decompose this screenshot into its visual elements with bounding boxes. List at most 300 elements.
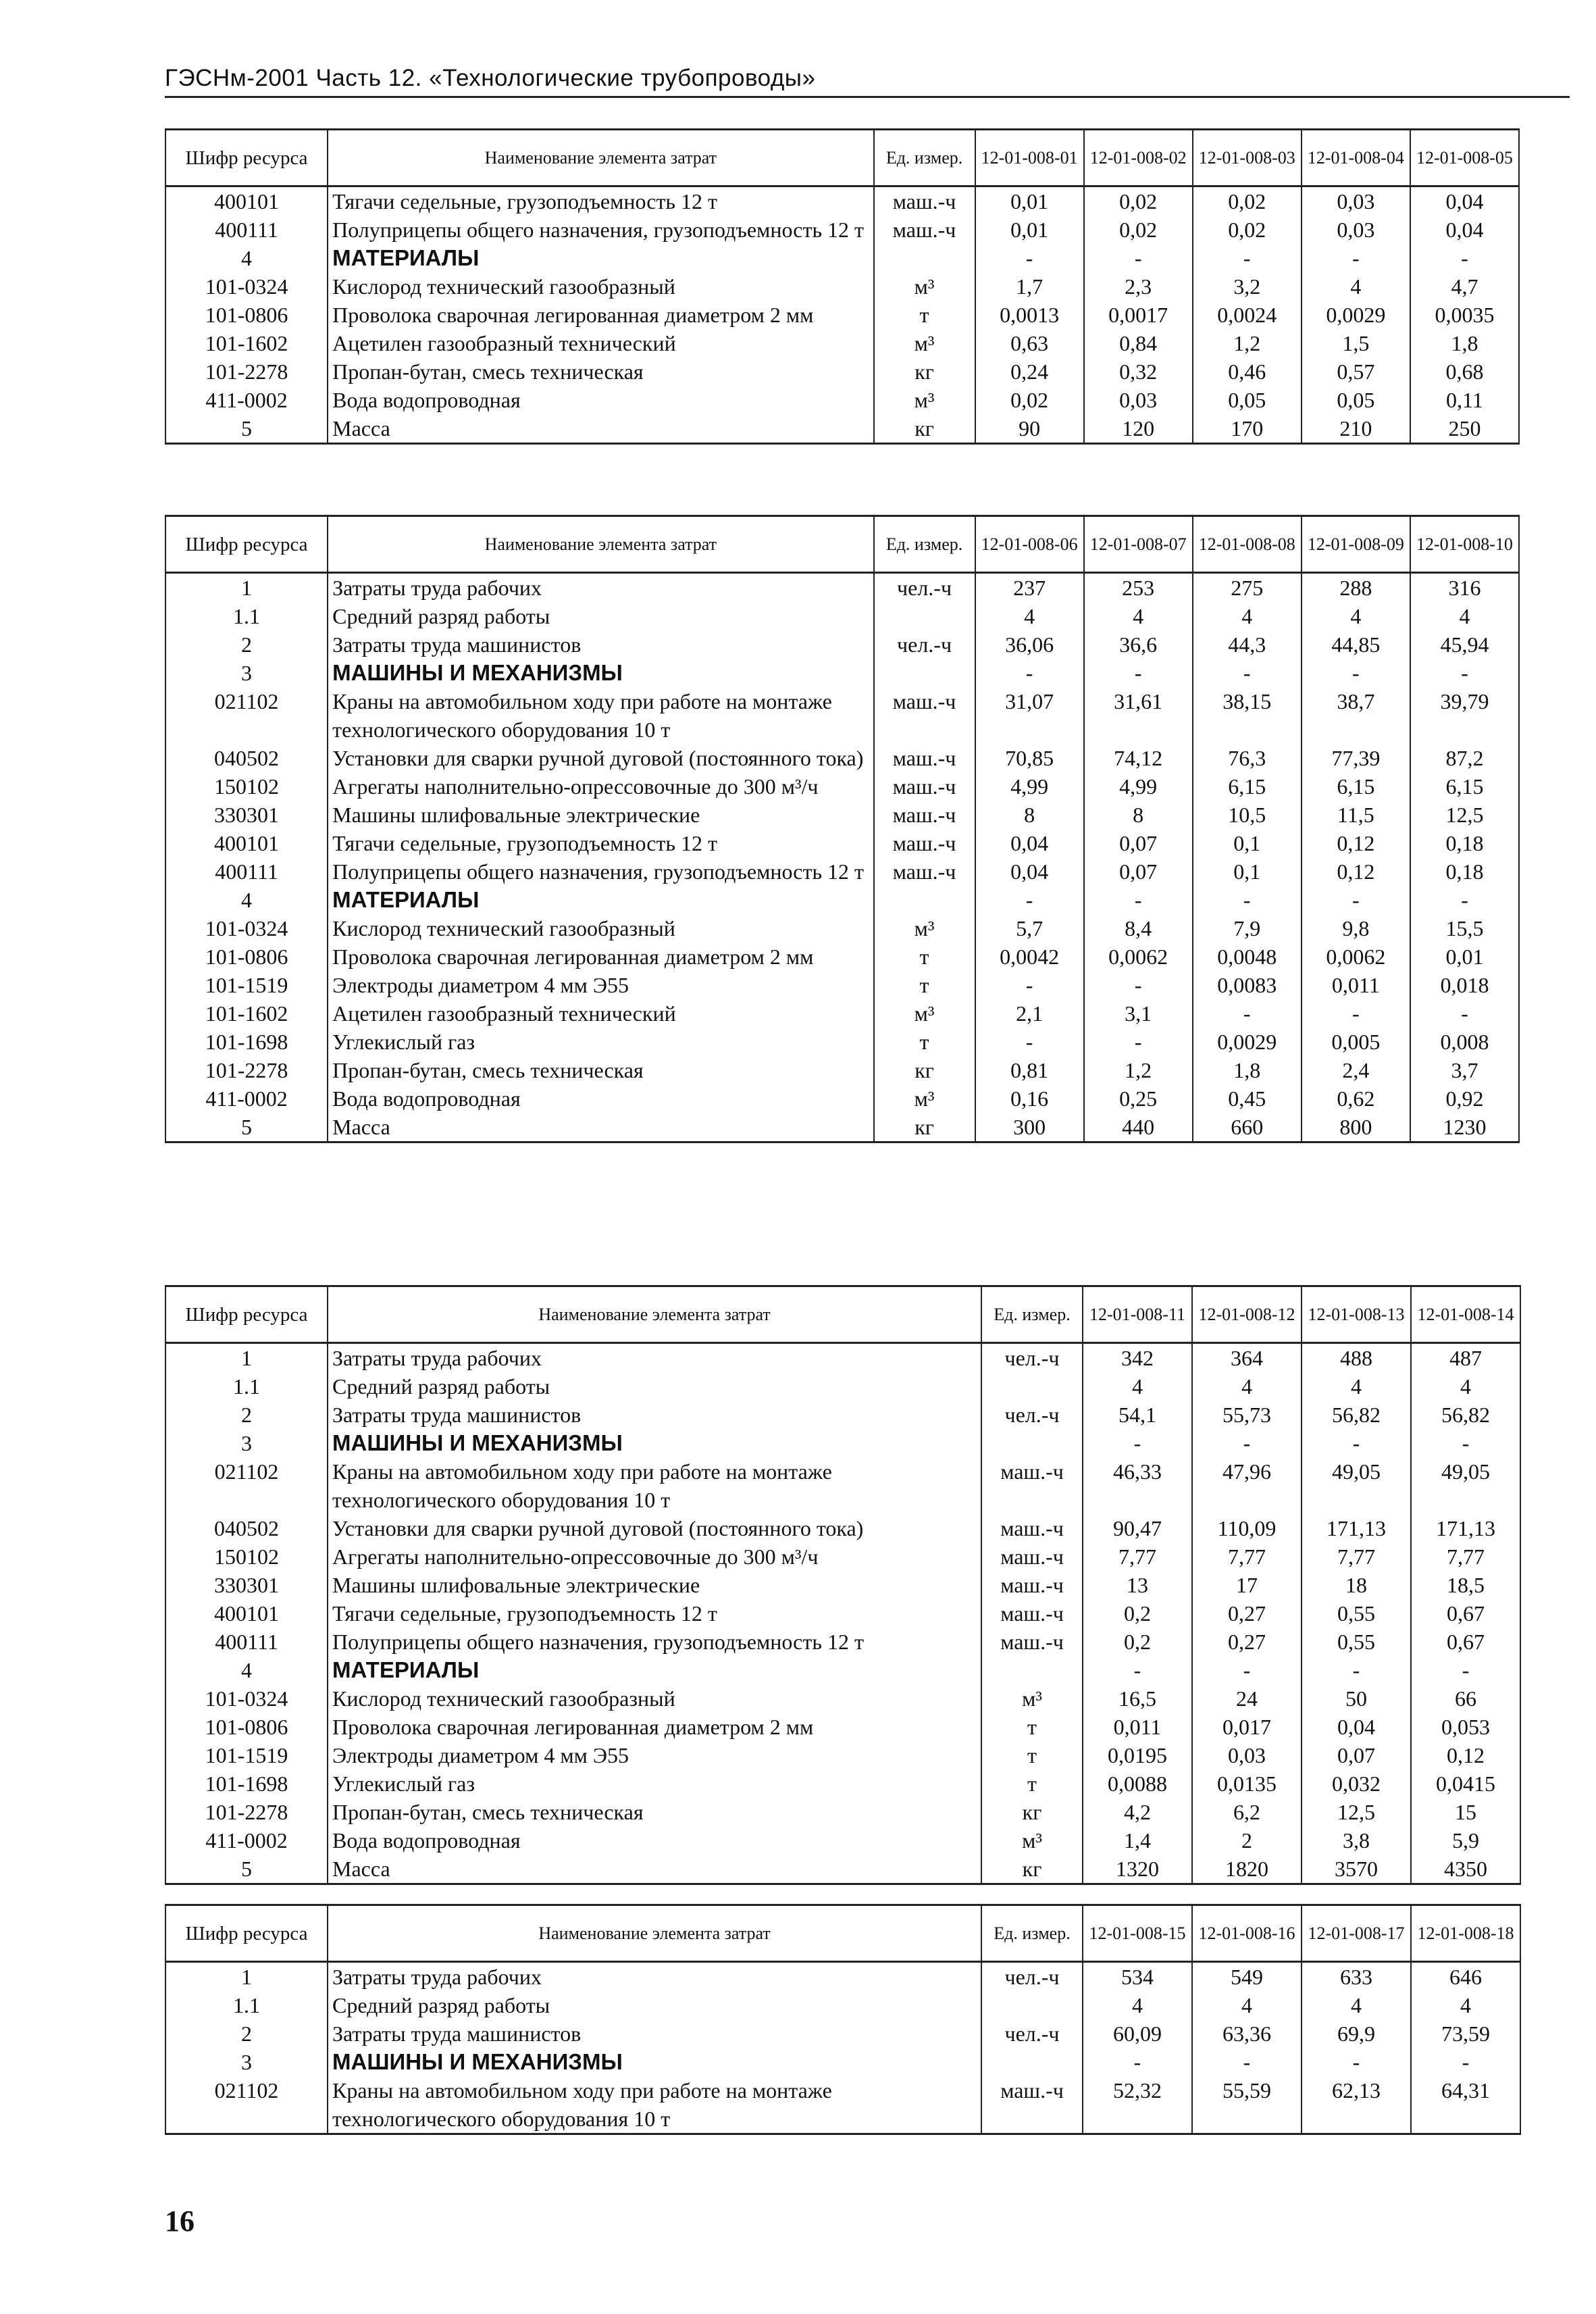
table-row	[165, 1656, 1520, 1684]
value-cell: -	[1302, 1656, 1411, 1684]
cost-element-name: Вода водопроводная	[328, 386, 873, 414]
value-cell: 62,13	[1302, 2076, 1411, 2134]
cost-element-name: Средний разряд работы	[328, 1372, 981, 1401]
resource-code: 101-1698	[165, 1769, 328, 1798]
value-cell: 0,12	[1302, 857, 1410, 886]
resource-code: 411-0002	[165, 1826, 328, 1855]
value-cell: 0,67	[1411, 1628, 1520, 1656]
value-cell: 4	[1083, 1991, 1192, 2019]
resource-code: 101-1519	[165, 1741, 328, 1769]
resource-code: 400111	[165, 216, 328, 244]
header-norm-code: 12-01-008-03	[1193, 130, 1302, 186]
value-cell: 74,12	[1084, 744, 1193, 772]
value-cell: -	[975, 244, 1084, 272]
value-cell: 0,02	[975, 386, 1084, 414]
resource-code: 1.1	[165, 602, 328, 630]
cost-element-name: МАТЕРИАЛЫ	[328, 886, 873, 914]
table-row	[165, 1769, 1520, 1798]
cost-element-name: Масса	[328, 1113, 873, 1142]
cost-element-name: Агрегаты наполнительно-опрессовочные до 300 м³/ч	[328, 1542, 981, 1571]
value-cell: 47,96	[1192, 1457, 1302, 1514]
value-cell: 12,5	[1302, 1798, 1411, 1826]
value-cell: 488	[1302, 1343, 1411, 1373]
value-cell: 38,15	[1193, 687, 1302, 744]
value-cell: 0,032	[1302, 1769, 1411, 1798]
value-cell: 0,1	[1193, 829, 1302, 857]
resource-code: 400111	[165, 857, 328, 886]
value-cell: 4	[1192, 1991, 1302, 2019]
value-cell: 0,27	[1192, 1628, 1302, 1656]
resource-code: 2	[165, 2019, 328, 2048]
resource-code: 040502	[165, 1514, 328, 1542]
cost-element-name: Проволока сварочная легированная диаметром 2 мм	[328, 1713, 981, 1741]
cost-element-name: Машины шлифовальные электрические	[328, 1571, 981, 1599]
cost-element-name: Масса	[328, 414, 873, 444]
value-cell: 5,7	[975, 914, 1084, 942]
value-cell: 4	[1302, 602, 1410, 630]
value-cell: 171,13	[1302, 1514, 1411, 1542]
resource-code: 101-0324	[165, 914, 328, 942]
value-cell: 4	[1193, 602, 1302, 630]
cost-element-name: Агрегаты наполнительно-опрессовочные до 300 м³/ч	[328, 772, 873, 801]
table-row	[165, 744, 1519, 772]
table-row	[165, 2048, 1520, 2076]
value-cell: 31,07	[975, 687, 1084, 744]
value-cell: 4	[1411, 1372, 1520, 1401]
value-cell: 90,47	[1083, 1514, 1192, 1542]
norms-table-1	[165, 128, 1520, 445]
header-norm-code: 12-01-008-08	[1193, 516, 1302, 573]
cost-element-name: Полуприцепы общего назначения, грузоподъемность 12 т	[328, 857, 873, 886]
table-row	[165, 829, 1519, 857]
table-row	[165, 942, 1519, 971]
table-row	[165, 1372, 1520, 1401]
value-cell: 0,04	[1410, 186, 1519, 216]
value-cell: 6,15	[1410, 772, 1519, 801]
cost-element-name: МАТЕРИАЛЫ	[328, 244, 873, 272]
value-cell: 8,4	[1084, 914, 1193, 942]
cost-element-name: Кислород технический газообразный	[328, 914, 873, 942]
table-row	[165, 1798, 1520, 1826]
page-header: ГЭСНм-2001 Часть 12. «Технологические трубопроводы»	[165, 65, 1570, 98]
value-cell: 0,01	[975, 186, 1084, 216]
value-cell: -	[1084, 886, 1193, 914]
unit-cell: чел.-ч	[981, 1343, 1083, 1373]
unit-cell	[981, 2048, 1083, 2076]
value-cell: 342	[1083, 1343, 1192, 1373]
table-row	[165, 886, 1519, 914]
resource-code: 040502	[165, 744, 328, 772]
value-cell: 13	[1083, 1571, 1192, 1599]
value-cell: 0,1	[1193, 857, 1302, 886]
table-header-row	[165, 1286, 1520, 1343]
cost-element-name: Краны на автомобильном ходу при работе на монтаже технологического оборудования 10 т	[328, 1457, 981, 1514]
value-cell: 8	[975, 801, 1084, 829]
value-cell: 7,77	[1411, 1542, 1520, 1571]
value-cell: 4	[1302, 1991, 1411, 2019]
value-cell: 288	[1302, 573, 1410, 603]
resource-code: 400111	[165, 1628, 328, 1656]
value-cell: 0,12	[1302, 829, 1410, 857]
value-cell: 7,77	[1192, 1542, 1302, 1571]
resource-code: 4	[165, 1656, 328, 1684]
resource-code: 101-2278	[165, 1798, 328, 1826]
value-cell: 0,0062	[1084, 942, 1193, 971]
value-cell: 0,55	[1302, 1599, 1411, 1628]
header-norm-code: 12-01-008-09	[1302, 516, 1410, 573]
resource-code: 101-0324	[165, 272, 328, 301]
value-cell: 0,16	[975, 1084, 1084, 1113]
cost-element-name: Затраты труда машинистов	[328, 1401, 981, 1429]
value-cell: 49,05	[1302, 1457, 1411, 1514]
value-cell: -	[1410, 886, 1519, 914]
value-cell: 0,01	[1410, 942, 1519, 971]
unit-cell: м³	[874, 1084, 975, 1113]
cost-element-name: Затраты труда рабочих	[328, 573, 873, 603]
value-cell: 52,32	[1083, 2076, 1192, 2134]
value-cell: 44,3	[1193, 630, 1302, 659]
value-cell: 316	[1410, 573, 1519, 603]
page-number: 16	[165, 2205, 195, 2238]
unit-cell: маш.-ч	[874, 744, 975, 772]
value-cell: 3,1	[1084, 999, 1193, 1028]
cost-element-name: МАШИНЫ И МЕХАНИЗМЫ	[328, 659, 873, 687]
value-cell: 54,1	[1083, 1401, 1192, 1429]
table-row	[165, 1401, 1520, 1429]
header-norm-code: 12-01-008-18	[1411, 1905, 1520, 1962]
table-row	[165, 914, 1519, 942]
value-cell: 7,77	[1083, 1542, 1192, 1571]
unit-cell: чел.-ч	[981, 1401, 1083, 1429]
table-row	[165, 687, 1519, 744]
resource-code: 101-1519	[165, 971, 328, 999]
cost-element-name: Машины шлифовальные электрические	[328, 801, 873, 829]
value-cell: 24	[1192, 1684, 1302, 1713]
value-cell: 1,2	[1084, 1056, 1193, 1084]
resource-code: 400101	[165, 1599, 328, 1628]
value-cell: 39,79	[1410, 687, 1519, 744]
value-cell: 63,36	[1192, 2019, 1302, 2048]
resource-code: 2	[165, 630, 328, 659]
value-cell: 800	[1302, 1113, 1410, 1142]
header-name: Наименование элемента затрат	[328, 130, 873, 186]
unit-cell: маш.-ч	[874, 801, 975, 829]
table-row	[165, 186, 1519, 216]
header-code: Шифр ресурса	[165, 1905, 328, 1962]
value-cell: 633	[1302, 1962, 1411, 1992]
unit-cell: т	[874, 1028, 975, 1056]
value-cell: 15,5	[1410, 914, 1519, 942]
value-cell: 16,5	[1083, 1684, 1192, 1713]
table-header-row	[165, 1905, 1520, 1962]
value-cell: 4	[1192, 1372, 1302, 1401]
value-cell: 0,005	[1302, 1028, 1410, 1056]
value-cell: 0,2	[1083, 1599, 1192, 1628]
table-row	[165, 1991, 1520, 2019]
value-cell: 364	[1192, 1343, 1302, 1373]
header-unit: Ед. измер.	[981, 1286, 1083, 1343]
table-row	[165, 1599, 1520, 1628]
table-row	[165, 329, 1519, 357]
value-cell: 36,06	[975, 630, 1084, 659]
value-cell: 237	[975, 573, 1084, 603]
value-cell: 0,0048	[1193, 942, 1302, 971]
resource-code: 3	[165, 2048, 328, 2076]
resource-code: 3	[165, 1429, 328, 1457]
value-cell: 253	[1084, 573, 1193, 603]
unit-cell: т	[981, 1769, 1083, 1798]
value-cell: 0,011	[1083, 1713, 1192, 1741]
value-cell: 4,2	[1083, 1798, 1192, 1826]
resource-code: 5	[165, 1113, 328, 1142]
cost-element-name: Электроды диаметром 4 мм Э55	[328, 1741, 981, 1769]
value-cell: 8	[1084, 801, 1193, 829]
unit-cell	[981, 1372, 1083, 1401]
table-row	[165, 1343, 1520, 1373]
value-cell: 49,05	[1411, 1457, 1520, 1514]
resource-code: 330301	[165, 1571, 328, 1599]
table-row	[165, 244, 1519, 272]
value-cell: 7,9	[1193, 914, 1302, 942]
value-cell: 0,02	[1084, 186, 1193, 216]
unit-cell	[874, 886, 975, 914]
header-code: Шифр ресурса	[165, 516, 328, 573]
table-row	[165, 659, 1519, 687]
value-cell: 0,84	[1084, 329, 1193, 357]
unit-cell: маш.-ч	[874, 772, 975, 801]
value-cell: 170	[1193, 414, 1302, 444]
value-cell: 0,07	[1302, 1741, 1411, 1769]
value-cell: 1,8	[1410, 329, 1519, 357]
value-cell: 0,011	[1302, 971, 1410, 999]
value-cell: 0,0013	[975, 301, 1084, 329]
value-cell: -	[1084, 971, 1193, 999]
cost-element-name: Средний разряд работы	[328, 1991, 981, 2019]
value-cell: 0,25	[1084, 1084, 1193, 1113]
value-cell: 18	[1302, 1571, 1411, 1599]
value-cell: -	[1193, 999, 1302, 1028]
value-cell: 4	[1084, 602, 1193, 630]
value-cell: 3,7	[1410, 1056, 1519, 1084]
table-row	[165, 1542, 1520, 1571]
resource-code: 101-0806	[165, 301, 328, 329]
cost-element-name: Проволока сварочная легированная диаметром 2 мм	[328, 301, 873, 329]
header-norm-code: 12-01-008-06	[975, 516, 1084, 573]
value-cell: 0,03	[1302, 186, 1410, 216]
value-cell: 0,0029	[1302, 301, 1410, 329]
cost-element-name: Затраты труда машинистов	[328, 2019, 981, 2048]
table-row	[165, 801, 1519, 829]
unit-cell: т	[874, 971, 975, 999]
resource-code: 5	[165, 414, 328, 444]
value-cell: 3570	[1302, 1855, 1411, 1884]
cost-element-name: Пропан-бутан, смесь техническая	[328, 357, 873, 386]
header-norm-code: 12-01-008-01	[975, 130, 1084, 186]
value-cell: 0,18	[1410, 829, 1519, 857]
table-row	[165, 414, 1519, 444]
value-cell: 1,5	[1302, 329, 1410, 357]
value-cell: 1820	[1192, 1855, 1302, 1884]
cost-element-name: Ацетилен газообразный технический	[328, 329, 873, 357]
unit-cell	[874, 244, 975, 272]
header-norm-code: 12-01-008-13	[1302, 1286, 1411, 1343]
value-cell: 0,03	[1192, 1741, 1302, 1769]
value-cell: 0,05	[1193, 386, 1302, 414]
value-cell: 0,46	[1193, 357, 1302, 386]
resource-code: 400101	[165, 829, 328, 857]
unit-cell: т	[874, 942, 975, 971]
value-cell: -	[1302, 1429, 1411, 1457]
cost-element-name: МАТЕРИАЛЫ	[328, 1656, 981, 1684]
value-cell: 0,04	[1302, 1713, 1411, 1741]
cost-element-name: Углекислый газ	[328, 1769, 981, 1798]
value-cell: 15	[1411, 1798, 1520, 1826]
header-norm-code: 12-01-008-04	[1302, 130, 1410, 186]
value-cell: -	[1193, 886, 1302, 914]
value-cell: 9,8	[1302, 914, 1410, 942]
header-norm-code: 12-01-008-15	[1083, 1905, 1192, 1962]
value-cell: 3,8	[1302, 1826, 1411, 1855]
unit-cell: маш.-ч	[874, 857, 975, 886]
value-cell: 0,27	[1192, 1599, 1302, 1628]
value-cell: 0,2	[1083, 1628, 1192, 1656]
unit-cell	[874, 602, 975, 630]
table-row	[165, 1684, 1520, 1713]
value-cell: 0,55	[1302, 1628, 1411, 1656]
resource-code: 021102	[165, 687, 328, 744]
resource-code: 1	[165, 573, 328, 603]
cost-element-name: Кислород технический газообразный	[328, 272, 873, 301]
table-row	[165, 1084, 1519, 1113]
value-cell: 36,6	[1084, 630, 1193, 659]
resource-code: 101-1602	[165, 329, 328, 357]
table-row	[165, 772, 1519, 801]
value-cell: -	[1302, 2048, 1411, 2076]
table-row	[165, 1429, 1520, 1457]
table-row	[165, 357, 1519, 386]
value-cell: 0,02	[1084, 216, 1193, 244]
value-cell: -	[975, 886, 1084, 914]
unit-cell: маш.-ч	[981, 2076, 1083, 2134]
value-cell: 2,4	[1302, 1056, 1410, 1084]
value-cell: 0,0024	[1193, 301, 1302, 329]
value-cell: 660	[1193, 1113, 1302, 1142]
value-cell: 0,0029	[1193, 1028, 1302, 1056]
value-cell: 646	[1411, 1962, 1520, 1992]
resource-code: 101-0806	[165, 1713, 328, 1741]
cost-element-name: Полуприцепы общего назначения, грузоподъемность 12 т	[328, 216, 873, 244]
value-cell: 0,03	[1084, 386, 1193, 414]
resource-code: 1.1	[165, 1991, 328, 2019]
cost-element-name: Установки для сварки ручной дуговой (постоянного тока)	[328, 1514, 981, 1542]
value-cell: 0,018	[1410, 971, 1519, 999]
value-cell: -	[1410, 244, 1519, 272]
value-cell: -	[1083, 1429, 1192, 1457]
value-cell: 0,32	[1084, 357, 1193, 386]
resource-code: 101-1602	[165, 999, 328, 1028]
value-cell: -	[1193, 659, 1302, 687]
value-cell: -	[1302, 999, 1410, 1028]
value-cell: 0,04	[975, 829, 1084, 857]
value-cell: 50	[1302, 1684, 1411, 1713]
norms-table-3	[165, 1285, 1521, 1885]
value-cell: 66	[1411, 1684, 1520, 1713]
header-unit: Ед. измер.	[874, 130, 975, 186]
resource-code: 411-0002	[165, 1084, 328, 1113]
unit-cell: маш.-ч	[981, 1542, 1083, 1571]
value-cell: 4350	[1411, 1855, 1520, 1884]
table-row	[165, 971, 1519, 999]
unit-cell: кг	[874, 1113, 975, 1142]
unit-cell: кг	[981, 1798, 1083, 1826]
unit-cell	[981, 1991, 1083, 2019]
value-cell: 275	[1193, 573, 1302, 603]
cost-element-name: Ацетилен газообразный технический	[328, 999, 873, 1028]
value-cell: 7,77	[1302, 1542, 1411, 1571]
table-row	[165, 2076, 1520, 2134]
header-code: Шифр ресурса	[165, 130, 328, 186]
value-cell: 44,85	[1302, 630, 1410, 659]
table-row	[165, 1855, 1520, 1884]
resource-code: 3	[165, 659, 328, 687]
value-cell: 0,12	[1411, 1741, 1520, 1769]
value-cell: 0,81	[975, 1056, 1084, 1084]
value-cell: 1230	[1410, 1113, 1519, 1142]
table-row	[165, 1028, 1519, 1056]
resource-code: 330301	[165, 801, 328, 829]
value-cell: 487	[1411, 1343, 1520, 1373]
unit-cell: маш.-ч	[981, 1599, 1083, 1628]
value-cell: 4	[1410, 602, 1519, 630]
value-cell: 4	[1302, 272, 1410, 301]
unit-cell: маш.-ч	[874, 687, 975, 744]
table-row	[165, 2019, 1520, 2048]
value-cell: 0,02	[1193, 216, 1302, 244]
value-cell: 171,13	[1411, 1514, 1520, 1542]
cost-element-name: Вода водопроводная	[328, 1084, 873, 1113]
resource-code: 101-2278	[165, 357, 328, 386]
value-cell: 4	[1411, 1991, 1520, 2019]
value-cell: 250	[1410, 414, 1519, 444]
unit-cell: маш.-ч	[874, 829, 975, 857]
resource-code: 5	[165, 1855, 328, 1884]
value-cell: 110,09	[1192, 1514, 1302, 1542]
value-cell: -	[975, 971, 1084, 999]
value-cell: 1320	[1083, 1855, 1192, 1884]
value-cell: 56,82	[1411, 1401, 1520, 1429]
resource-code: 150102	[165, 772, 328, 801]
unit-cell: м³	[874, 386, 975, 414]
cost-element-name: Проволока сварочная легированная диаметром 2 мм	[328, 942, 873, 971]
cost-element-name: Краны на автомобильном ходу при работе на монтаже технологического оборудования 10 т	[328, 2076, 981, 2134]
unit-cell: м³	[874, 914, 975, 942]
value-cell: 4	[1083, 1372, 1192, 1401]
cost-element-name: Углекислый газ	[328, 1028, 873, 1056]
value-cell: 0,017	[1192, 1713, 1302, 1741]
value-cell: 60,09	[1083, 2019, 1192, 2048]
resource-code: 1.1	[165, 1372, 328, 1401]
cost-element-name: Установки для сварки ручной дуговой (постоянного тока)	[328, 744, 873, 772]
header-norm-code: 12-01-008-05	[1410, 130, 1519, 186]
value-cell: 210	[1302, 414, 1410, 444]
cost-element-name: Тягачи седельные, грузоподъемность 12 т	[328, 186, 873, 216]
resource-code: 021102	[165, 2076, 328, 2134]
value-cell: 4	[975, 602, 1084, 630]
value-cell: 6,15	[1302, 772, 1410, 801]
unit-cell: т	[981, 1741, 1083, 1769]
value-cell: 1,8	[1193, 1056, 1302, 1084]
resource-code: 2	[165, 1401, 328, 1429]
